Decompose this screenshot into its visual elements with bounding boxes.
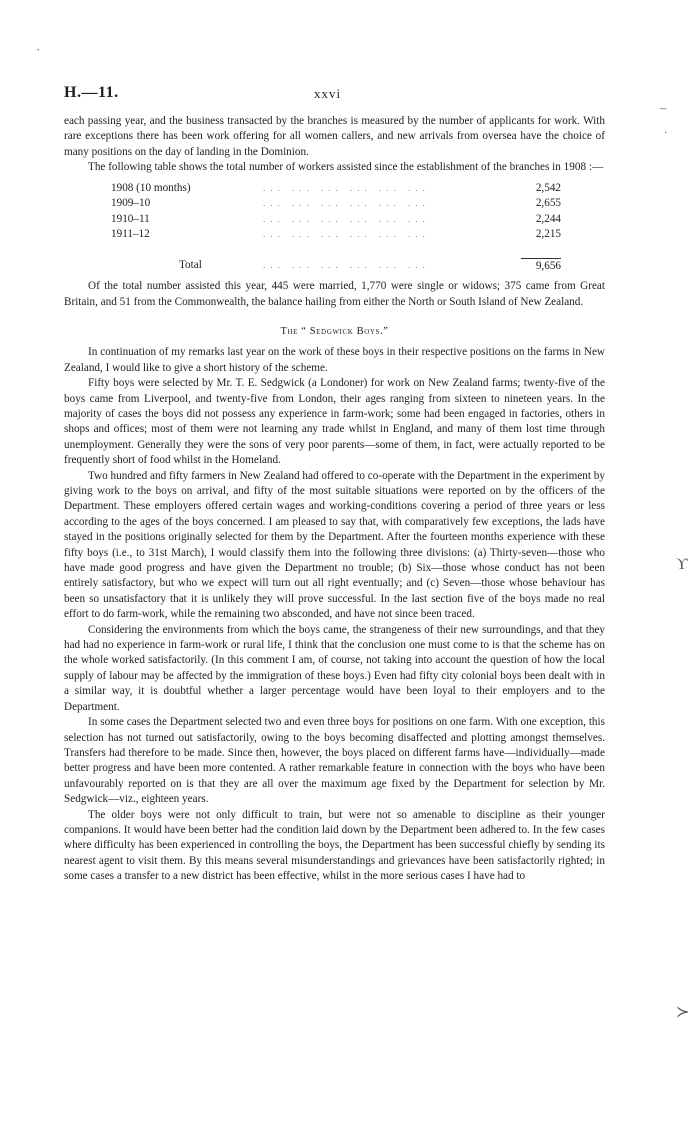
- paragraph: The older boys were not only difficult to train, but were not so amenable to discipline as their younger companions. It would have been better had the condition laid down by the Department been adhered to. In the few cases where difficulty has been experienced in controlling the boys, the Department has been successful chiefly by sending its nearest agent to visit them. By this means several misunderstandings and grievances have been satisfactorily righted; in some cases a transfer to a new district has been effective, whilst in the more serious cases I have had to: [64, 808, 605, 883]
- margin-speck: ·: [36, 42, 41, 57]
- document-body: [64, 114, 605, 885]
- total-label: Total: [179, 259, 202, 272]
- row-value: 2,542: [535, 181, 561, 194]
- dot-leader: ... ... ... ... ... ...: [263, 213, 430, 224]
- paragraph: In continuation of my remarks last year on the work of these boys in their respective positions on the farms in New Zealand, I would like to give a short history of the scheme.: [64, 346, 605, 374]
- margin-check-mark: ϒ: [676, 556, 688, 573]
- row-value: 2,215: [535, 228, 561, 241]
- row-label: 1910–11: [111, 212, 150, 225]
- workers-table: [111, 181, 561, 275]
- margin-tick: ·: [664, 128, 668, 139]
- row-label: 1911–12: [111, 228, 150, 241]
- margin-tick: –: [660, 100, 667, 115]
- paragraph: Considering the environments from which the boys came, the strangeness of their new surroundings, and that they had had no experience in farm-work or rural life, I think that the conclusion one must come to is that the scheme has on the whole worked satisfactorily. (In this comment I am, of course, not taking into account the question of how the local supply of labour may be affected by the immigration of these boys.) Even had fifty city colonial boys been dealt with in a similar way, it is doubtful whether a larger percentage would have been loyal to their employers and to the Department.: [64, 623, 605, 713]
- row-label: 1908 (10 months): [111, 181, 191, 194]
- document-id: H.—11.: [64, 84, 119, 101]
- row-value: 2,244: [535, 212, 561, 225]
- table-row: [111, 212, 561, 228]
- sum-rule-row: [111, 243, 561, 259]
- table-row: [111, 196, 561, 212]
- paragraph: The following table shows the total number of workers assisted since the establishment of the branches in 1908 :—: [88, 161, 604, 174]
- total-value: 9,656: [535, 259, 561, 272]
- dot-leader: ... ... ... ... ... ...: [263, 229, 430, 240]
- paragraph: each passing year, and the business transacted by the branches is measured by the number of applicants for work. With rare exceptions there has been work offering for all women callers, and new arrivals from oversea have the choice of many positions on the day of landing in the Dominion.: [64, 115, 605, 158]
- paragraph: Two hundred and fifty farmers in New Zealand had offered to co-operate with the Department in the experiment by giving work to the boys on arrival, and fifty of the most suitable situations were reported on by the officers of the Department. These employers offered certain wages and working-conditions covering a period of three years or less according to the ages of the boys concerned. I am pleased to say that, with comparatively few exceptions, the lads have stayed in the positions originally selected for them by the Department. After the fourteen months experience with these fifty boys (i.e., to 31st March), I would classify them into the following three divisions: (a) Thirty-seven—those who have made good progress and have given the Department no trouble; (b) Six—those whose conduct has not been entirely satisfactory, but who we expect will turn out all right eventually; and (c) Seven—those whose behaviour has been so unsatisfactory that it is unlikely they will prove successful. In the last section five of the boys made no real effort to do farm-work, while the remaining two absconded, and have not since been traced.: [64, 469, 605, 621]
- dot-leader: ... ... ... ... ... ...: [263, 198, 430, 209]
- dot-leader: ... ... ... ... ... ...: [263, 260, 430, 271]
- margin-check-mark: ≻: [676, 1004, 690, 1021]
- paragraph: In some cases the Department selected two and even three boys for positions on one farm. With one exception, this selection has not turned out satisfactorily, owing to the boys becoming disaffected and plotting amongst themselves. Transfers had therefore to be made. Since then, however, the boys placed on different farms have—individually—made better progress and have been more contented. A rather remarkable feature in connection with the boys who have been unfavourably reported on is that they are all over the maximum age fixed by the Department for selection by Mr. Sedgwick—viz., eighteen years.: [64, 716, 605, 806]
- page-number: xxvi: [314, 86, 342, 101]
- total-row: [111, 258, 561, 274]
- dot-leader: ... ... ... ... ... ...: [263, 182, 430, 193]
- section-heading: The “ Sedgwick Boys.”: [280, 325, 389, 337]
- table-row: [111, 181, 561, 197]
- table-row: [111, 227, 561, 243]
- paragraph: Fifty boys were selected by Mr. T. E. Sedgwick (a Londoner) for work on New Zealand farms; twenty-five of the boys came from Liverpool, and twenty-five from London, their ages ranging from sixteen to nineteen years. In the majority of cases the boys did not possess any experience in farm-work; some had been engaged in factories, others in shops and offices; most of them were not learning any trade whilst in England, and many of them lost time through unemployment. Generally they were the sons of very poor parents—some of them, in fact, were actually reported to be frequently short of food whilst in the Homeland.: [64, 377, 605, 467]
- row-label: 1909–10: [111, 197, 151, 210]
- page-header: [64, 84, 612, 106]
- paragraph: Of the total number assisted this year, 445 were married, 1,770 were single or widows; 375 came from Great Britain, and 51 from the Commonwealth, the balance hailing from either the North or South Island of New Zealand.: [64, 280, 605, 308]
- row-value: 2,655: [535, 197, 561, 210]
- sum-rule: [521, 243, 561, 259]
